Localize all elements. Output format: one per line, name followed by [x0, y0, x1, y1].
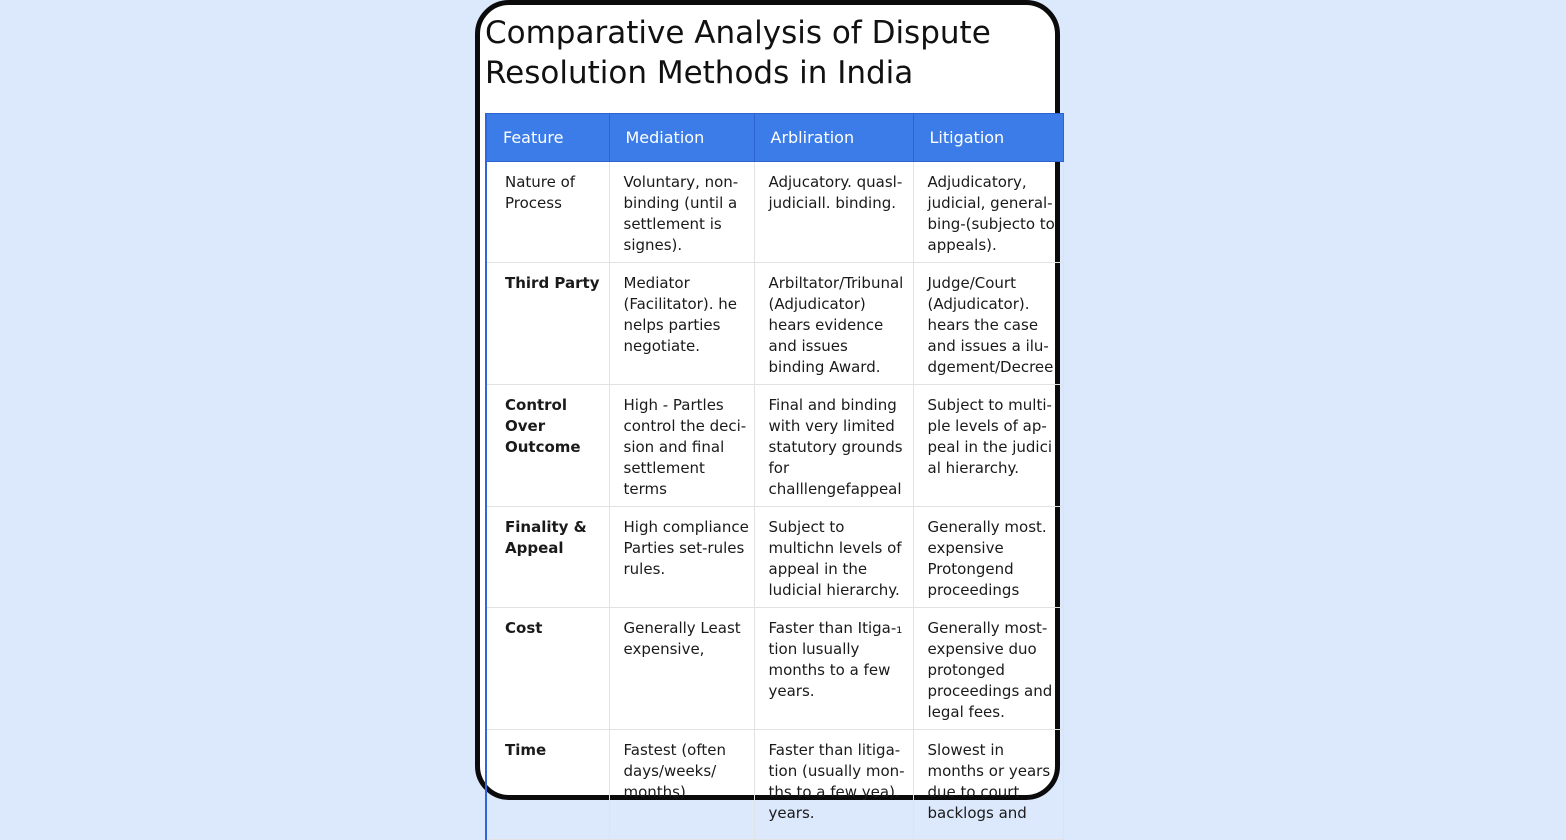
- mediation-cell: High compliance Parties set-rules rules.: [609, 507, 754, 608]
- arbitration-cell: Faster than litiga-tion (usually mon-ths to a few yea). years.: [754, 730, 913, 840]
- mediation-cell: Voluntary, non-binding (until a settlement is signes).: [609, 162, 754, 263]
- litigation-cell: Generally most-expensive duo protonged proceedings and legal fees.: [913, 608, 1063, 730]
- mediation-cell: High - Partles control the deci-sion and final settlement terms: [609, 385, 754, 507]
- litigation-cell: Slowest in months or years due to court backlogs and: [913, 730, 1063, 840]
- table-row: [487, 608, 1063, 730]
- arbitration-cell: Adjucatory. quasl-judiciall. binding.: [754, 162, 913, 263]
- mediation-cell: Fastest (often days/weeks/ months): [609, 730, 754, 840]
- litigation-cell: Judge/Court (Adjudicator). hears the case and issues a ilu-dgement/Decree: [913, 263, 1063, 385]
- column-header-litigation: Litigation: [913, 114, 1063, 162]
- page-title: Comparative Analysis of Dispute Resolution Methods in India: [485, 15, 991, 91]
- table-row: [487, 385, 1063, 507]
- row-feature-label: Cost: [487, 608, 609, 730]
- column-header-feature: Feature: [487, 114, 609, 162]
- row-feature-label: Third Party: [487, 263, 609, 385]
- litigation-cell: Generally most. expensive Protongend proceedings: [913, 507, 1063, 608]
- comparison-table-container[interactable]: [485, 113, 1063, 840]
- column-header-arbitration: Arbliration: [754, 114, 913, 162]
- mediation-cell: Generally Least expensive,: [609, 608, 754, 730]
- arbitration-cell: Arbiltator/Tribunal (Adjudicator) hears evidence and issues binding Award.: [754, 263, 913, 385]
- row-feature-label: Time: [487, 730, 609, 840]
- mediation-cell: Mediator (Facilitator). he nelps parties negotiate.: [609, 263, 754, 385]
- table-row: [487, 263, 1063, 385]
- litigation-cell: Adjudicatory, judicial, general-bing-(subjecto to appeals).: [913, 162, 1063, 263]
- table-row: [487, 730, 1063, 840]
- comparison-table: [487, 113, 1064, 840]
- row-feature-label: Finality & Appeal: [487, 507, 609, 608]
- table-row: [487, 162, 1063, 263]
- table-header-row: [487, 114, 1063, 162]
- column-header-mediation: Mediation: [609, 114, 754, 162]
- row-feature-label: Control Over Outcome: [487, 385, 609, 507]
- phone-frame: [475, 0, 1060, 822]
- litigation-cell: Subject to multi-ple levels of ap-peal in the judici al hierarchy.: [913, 385, 1063, 507]
- table-row: [487, 507, 1063, 608]
- row-feature-label: Nature of Process: [487, 162, 609, 263]
- arbitration-cell: Final and binding with very limited statutory grounds for challlengefappeal: [754, 385, 913, 507]
- arbitration-cell: Faster than Itiga-₁ tion lusually months to a few years.: [754, 608, 913, 730]
- arbitration-cell: Subject to multichn levels of appeal in the ludicial hierarchy.: [754, 507, 913, 608]
